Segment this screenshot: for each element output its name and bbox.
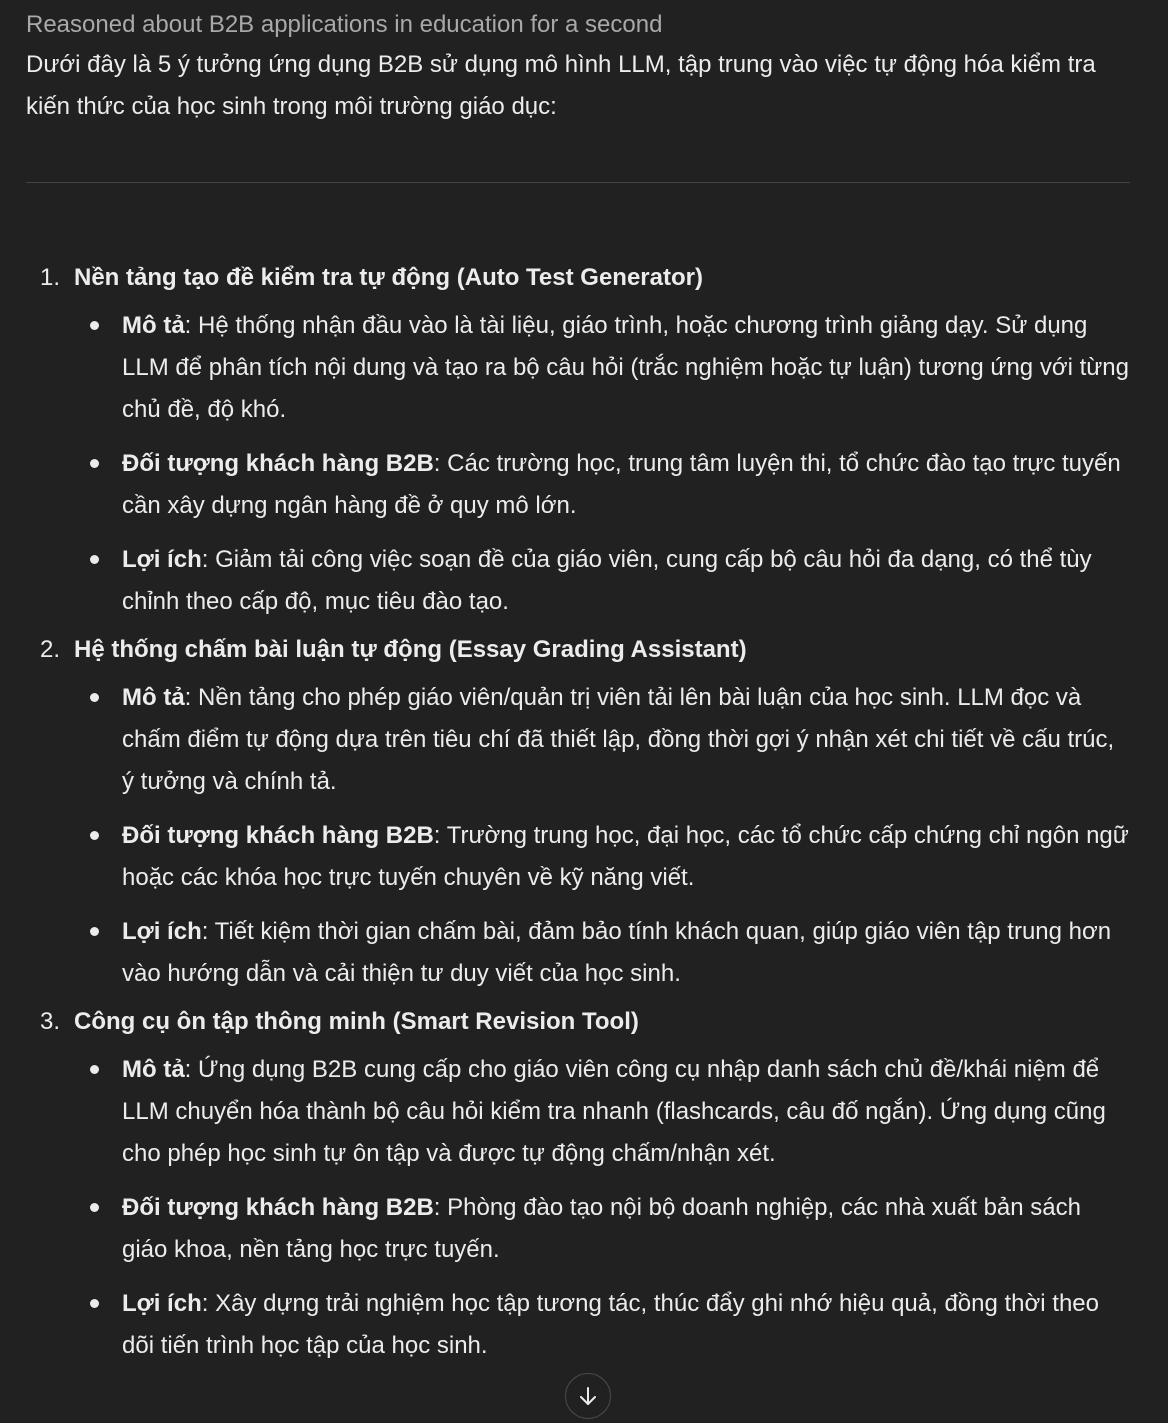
idea-number: 1.: [40, 264, 61, 291]
reasoning-summary[interactable]: Reasoned about B2B applications in education for a second: [26, 11, 663, 38]
point-text: : Hệ thống nhận đầu vào là tài liệu, giáo trình, hoặc chương trình giảng dạy. Sử dụng LLM để phân tích nội dung và tạo ra bộ câu hỏi (trắc nghiệm hoặc tự luận) tương ứng với từng chủ đề, độ khó.: [122, 312, 1129, 423]
list-item: [26, 305, 1130, 431]
list-item: [26, 1187, 1130, 1271]
intro-paragraph: Dưới đây là 5 ý tưởng ứng dụng B2B sử dụng mô hình LLM, tập trung vào việc tự động hóa kiểm tra kiến thức của học sinh trong môi trường giáo dục:: [26, 51, 1096, 120]
point-label: Đối tượng khách hàng B2B: [122, 450, 434, 477]
idea-title: Nền tảng tạo đề kiểm tra tự động (Auto Test Generator): [74, 264, 703, 291]
idea-item: [26, 1001, 1130, 1367]
bullet-dot: [90, 1299, 99, 1308]
point-text: : Phòng đào tạo nội bộ doanh nghiệp, các nhà xuất bản sách giáo khoa, nền tảng học trực tuyến.: [122, 1194, 1081, 1263]
list-item: [26, 677, 1130, 803]
point-label: Lợi ích: [122, 546, 202, 573]
idea-points: [26, 1049, 1130, 1367]
point-label: Lợi ích: [122, 1290, 202, 1317]
idea-title: Hệ thống chấm bài luận tự động (Essay Grading Assistant): [74, 636, 747, 663]
point-text: : Các trường học, trung tâm luyện thi, tổ chức đào tạo trực tuyến cần xây dựng ngân hàng đề ở quy mô lớn.: [122, 450, 1121, 519]
bullet-dot: [90, 321, 99, 330]
point-label: Mô tả: [122, 312, 185, 339]
point-label: Đối tượng khách hàng B2B: [122, 1194, 434, 1221]
point-label: Đối tượng khách hàng B2B: [122, 822, 434, 849]
list-item: [26, 1283, 1130, 1367]
point-text: : Xây dựng trải nghiệm học tập tương tác, thúc đẩy ghi nhớ hiệu quả, đồng thời theo dõi tiến trình học tập của học sinh.: [122, 1290, 1099, 1359]
list-item: [26, 815, 1130, 899]
point-text: : Trường trung học, đại học, các tổ chức cấp chứng chỉ ngôn ngữ hoặc các khóa học trực tuyến chuyên về kỹ năng viết.: [122, 822, 1129, 891]
point-text: : Nền tảng cho phép giáo viên/quản trị viên tải lên bài luận của học sinh. LLM đọc và chấm điểm tự động dựa trên tiêu chí đã thiết lập, đồng thời gợi ý nhận xét chi tiết về cấu trúc, ý tưởng và chính tả.: [122, 684, 1115, 795]
idea-number: 2.: [40, 636, 61, 663]
bullet-dot: [90, 1065, 99, 1074]
point-text: : Tiết kiệm thời gian chấm bài, đảm bảo tính khách quan, giúp giáo viên tập trung hơn vào hướng dẫn và cải thiện tư duy viết của học sinh.: [122, 918, 1112, 987]
list-item: [26, 911, 1130, 995]
point-label: Mô tả: [122, 1056, 185, 1083]
bullet-dot: [90, 555, 99, 564]
list-item: [26, 1049, 1130, 1175]
idea-points: [26, 305, 1130, 623]
idea-item: [26, 257, 1130, 623]
point-text: : Giảm tải công việc soạn đề của giáo viên, cung cấp bộ câu hỏi đa dạng, có thể tùy chỉnh theo cấp độ, mục tiêu đào tạo.: [122, 546, 1092, 615]
ideas-list: [26, 257, 1130, 1367]
divider: [26, 182, 1130, 183]
bullet-dot: [90, 927, 99, 936]
idea-title: Công cụ ôn tập thông minh (Smart Revision Tool): [74, 1008, 639, 1035]
point-text: : Ứng dụng B2B cung cấp cho giáo viên công cụ nhập danh sách chủ đề/khái niệm để LLM chuyển hóa thành bộ câu hỏi kiểm tra nhanh (flashcards, câu đố ngắn). Ứng dụng cũng cho phép học sinh tự ôn tập và được tự động chấm/nhận xét.: [122, 1056, 1106, 1167]
bullet-dot: [90, 1203, 99, 1212]
chat-message: [26, 0, 1130, 1373]
idea-number: 3.: [40, 1008, 61, 1035]
idea-item: [26, 629, 1130, 995]
list-item: [26, 443, 1130, 527]
scroll-to-bottom-button[interactable]: [565, 1373, 611, 1419]
point-label: Lợi ích: [122, 918, 202, 945]
bullet-dot: [90, 459, 99, 468]
arrow-down-icon: [577, 1385, 599, 1407]
point-label: Mô tả: [122, 684, 185, 711]
bullet-dot: [90, 693, 99, 702]
bullet-dot: [90, 831, 99, 840]
idea-points: [26, 677, 1130, 995]
list-item: [26, 539, 1130, 623]
